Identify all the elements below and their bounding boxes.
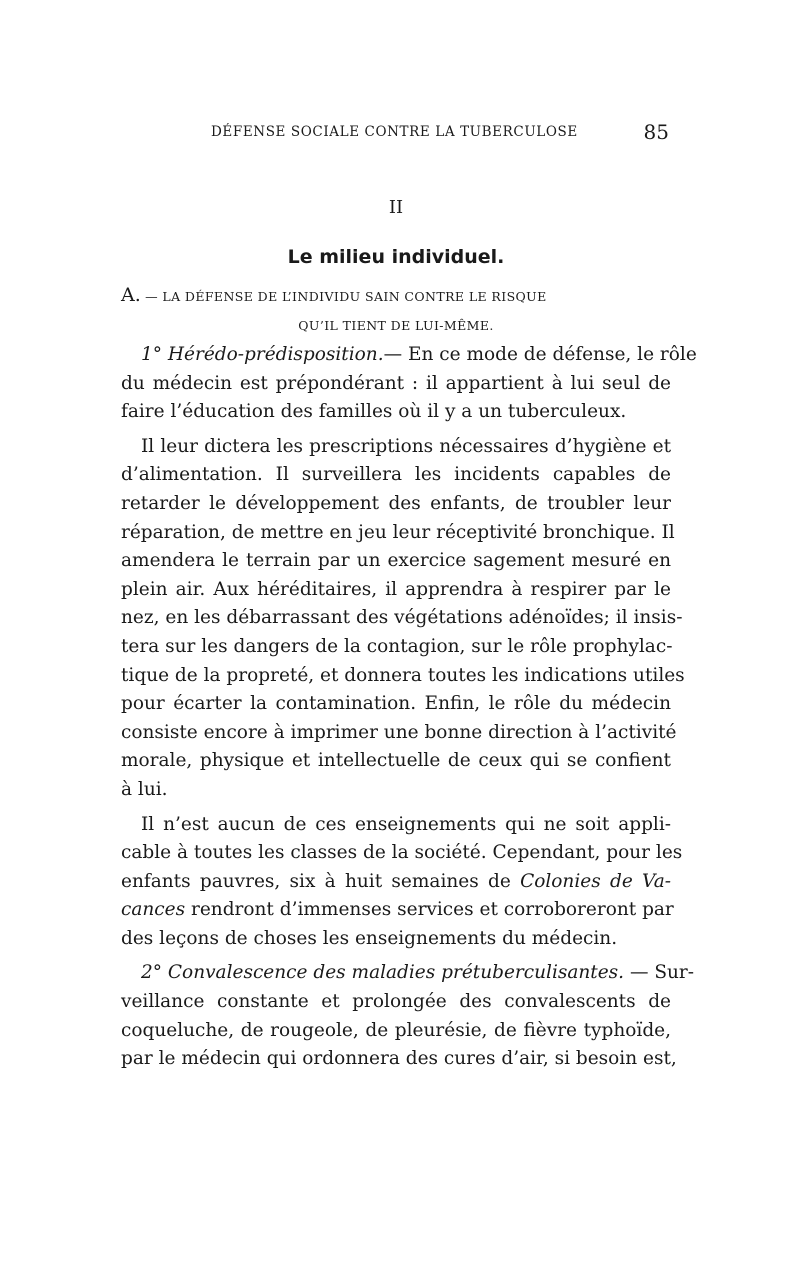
page-number: 85 (643, 120, 669, 144)
text-line: pour écarter la contamination. Enfin, le rôle du médecin (121, 693, 671, 715)
text-line: plein air. Aux héréditaires, il apprendra à respirer par le (121, 578, 671, 600)
text-span: — Sur- (624, 962, 695, 984)
text-line (121, 896, 674, 925)
running-head (121, 120, 671, 144)
paragraph-4 (121, 959, 695, 1073)
text-line: coqueluche, de rougeole, de pleurésie, de fièvre typhoïde, (121, 1019, 671, 1041)
body-text (121, 341, 697, 1080)
text-line: nez, en les débarrassant des végétations adénoïdes; il insis- (121, 607, 683, 629)
text-line: tique de la propreté, et donnera toutes les indications utiles (121, 664, 685, 686)
text-line: du médecin est prépondérant : il appartient à lui seul de (121, 372, 671, 394)
text-line (121, 959, 695, 988)
text-span: — En ce mode de défense, le rôle (383, 344, 697, 365)
text-line: réparation, de mettre en jeu leur réceptivité bronchique. Il (121, 521, 675, 543)
paragraph-2 (121, 433, 685, 805)
text-line: Il leur dictera les prescriptions nécessaires d’hygiène et (141, 435, 671, 457)
paragraph-3 (121, 811, 683, 954)
text-line: faire l’éducation des familles où il y a un tuberculeux. (121, 401, 627, 423)
paragraph-label: 2° Convalescence des maladies prétuberculisantes. (141, 962, 625, 984)
subsection-letter: A. (121, 284, 141, 306)
italic-span: cances (121, 899, 186, 921)
subsection-line-2: QU’IL TIENT DE LUI-MÊME. (298, 318, 494, 333)
text-line: consiste encore à imprimer une bonne direction à l’activité (121, 721, 677, 743)
subsection-line-1 (121, 281, 671, 311)
text-line (121, 341, 697, 370)
text-line: veillance constante et prolongée des convalescents de (121, 991, 671, 1013)
section-title: Le milieu individuel. (287, 246, 505, 268)
text-line (121, 868, 671, 897)
text-span: enfants pauvres, six à huit semaines de (121, 870, 521, 892)
text-line: des leçons de choses les enseignements du médecin. (121, 927, 618, 949)
section-number: II (388, 197, 404, 218)
subsection-heading (121, 281, 671, 340)
text-line: retarder le développement des enfants, de troubler leur (121, 492, 671, 514)
italic-span: Colonies de Va- (520, 870, 671, 892)
text-line: morale, physique et intellectuelle de ceux qui se confient (121, 750, 671, 772)
paragraph-1 (121, 341, 697, 427)
text-span: rendront d’immenses services et corroboreront par (185, 899, 674, 921)
subsection-text-1: — LA DÉFENSE DE L’INDIVIDU SAIN CONTRE LE RISQUE (145, 289, 547, 304)
text-line: Il n’est aucun de ces enseignements qui ne soit appli- (141, 813, 671, 835)
text-line: amendera le terrain par un exercice sagement mesuré en (121, 550, 671, 572)
text-line: à lui. (121, 778, 168, 800)
text-line: d’alimentation. Il surveillera les incidents capables de (121, 464, 671, 486)
text-line: par le médecin qui ordonnera des cures d’air, si besoin est, (121, 1048, 677, 1070)
text-line: cable à toutes les classes de la société. Cependant, pour les (121, 842, 683, 864)
paragraph-label: 1° Hérédo-prédisposition. (141, 344, 384, 365)
text-line: tera sur les dangers de la contagion, sur le rôle prophylac- (121, 635, 673, 657)
running-title: DÉFENSE SOCIALE CONTRE LA TUBERCULOSE (211, 124, 578, 140)
